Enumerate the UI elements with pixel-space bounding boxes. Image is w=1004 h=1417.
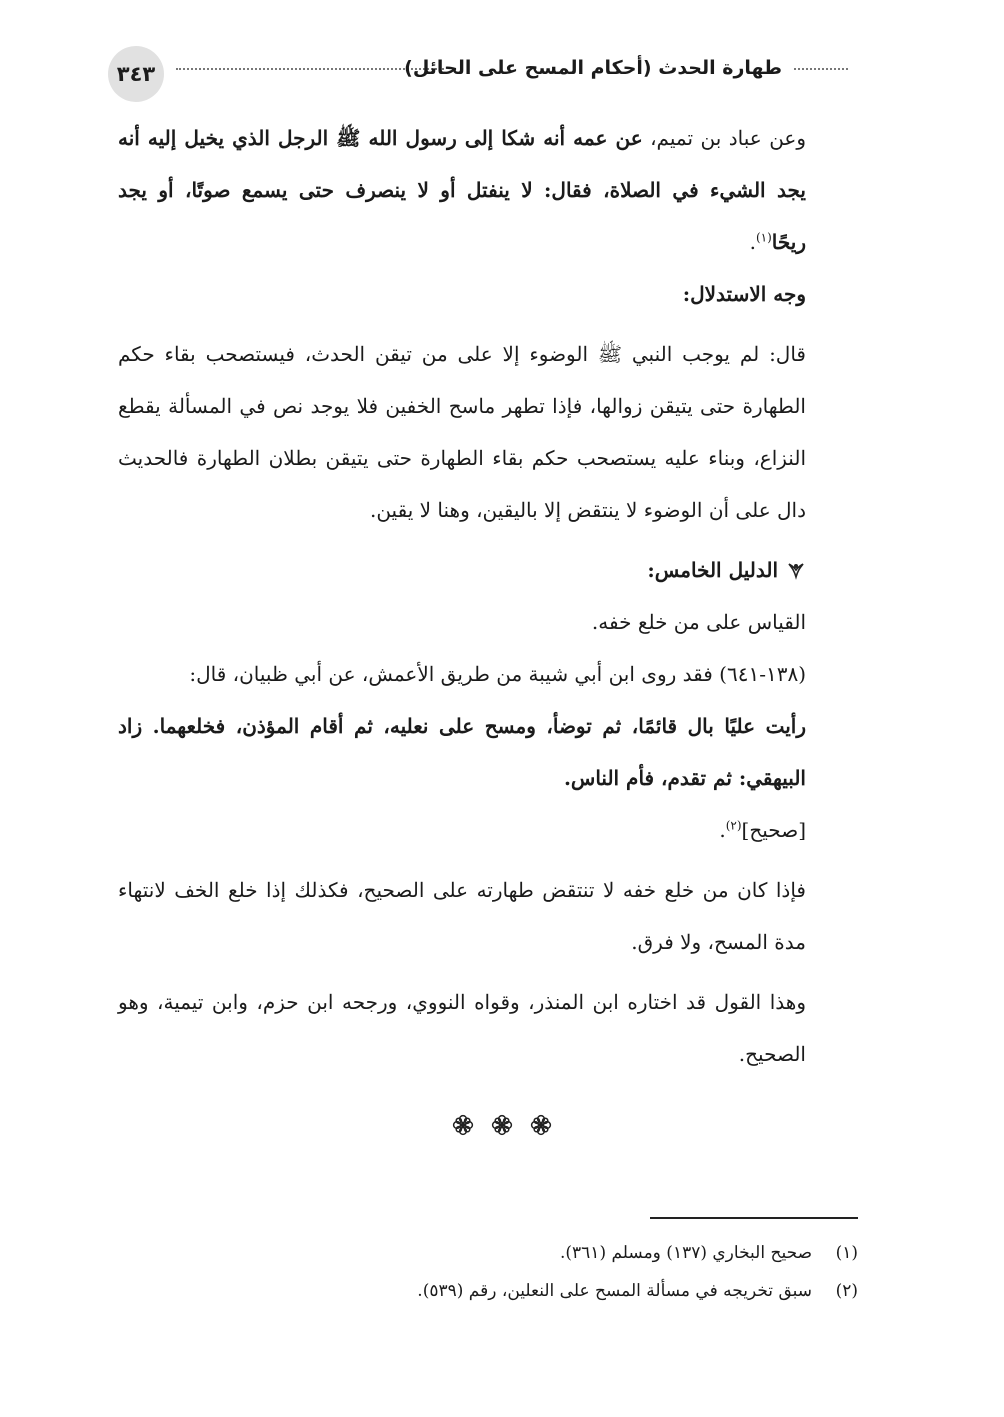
paragraph-inference: قال: لم يوجب النبي ﷺ الوضوء إلا على من تيقن الحدث، فيستصحب بقاء حكم الطهارة حتى يتيقن زوالها، فإذا تطهر ماسح الخفين فلا يوجد نص في المسألة يقطع النزاع، وبناء عليه يستصحب حكم بقاء الطهارة حتى يتيقن بطلان الطهارة فالحديث دال على أن الوضوء لا ينتقض إلا باليقين، وهنا لا يقين.: [118, 342, 806, 522]
footnote-1: [300, 1234, 858, 1272]
footnote-ref-1[interactable]: (١): [755, 230, 772, 245]
section-separator: [0, 1114, 1004, 1140]
asterism-flower-icon: [452, 1114, 474, 1136]
flower-bullet-icon: [786, 560, 806, 580]
paragraph-grading: [118, 804, 858, 856]
paragraph-analogy: القياس على من خلع خفه.: [591, 610, 806, 634]
grading-text: [صحيح]: [741, 818, 806, 842]
paragraph-narration: (١٣٨-٦٤١) فقد روى ابن أبي شيبة من طريق الأعمش، عن أبي ظبيان، قال:: [189, 662, 806, 686]
grading-end: .: [719, 818, 726, 842]
hadith-intro: وعن عباد بن تميم،: [642, 126, 807, 150]
asterism-flower-icon: [491, 1114, 513, 1136]
footnote-rule: [650, 1217, 858, 1219]
footnote-ref-2[interactable]: (٢): [725, 818, 742, 833]
footnote-number: (٢): [835, 1281, 858, 1301]
main-text: [118, 112, 858, 1080]
running-title: طهارة الحدث (أحكام المسح على الحائل): [404, 57, 782, 79]
page-header: [108, 46, 848, 102]
paragraph-conclusion: فإذا كان من خلع خفه لا تنتقض طهارته على الصحيح، فكذلك إذا خلع الخف لانتهاء مدة المسح، ولا فرق.: [118, 878, 806, 954]
hadith-text: عن عمه أنه شكا إلى رسول الله ﷺ الرجل الذي يخيل إليه أنه يجد الشيء في الصلاة، فقال: لا ينفتل أو لا ينصرف حتى يسمع صوتًا، أو يجد ريحًا: [118, 126, 806, 254]
footnote-text: صحيح البخاري (١٣٧) ومسلم (٣٦١).: [559, 1243, 812, 1263]
header-leader-dots-right: [794, 68, 848, 70]
heading-fifth-text: الدليل الخامس:: [647, 558, 778, 582]
page-number-badge: ٣٤٣: [108, 46, 164, 102]
footnotes: [300, 1234, 858, 1310]
sentence-end: .: [749, 230, 756, 254]
footnote-text: سبق تخريجه في مسألة المسح على النعلين، رقم (٥٣٩).: [417, 1281, 812, 1301]
footnote-number: (١): [835, 1243, 858, 1263]
paragraph-athar-ali: رأيت عليًا بال قائمًا، ثم توضأ، ومسح على نعليه، ثم أقام المؤذن، فخلعهما. زاد البيهقي: ثم تقدم، فأم الناس.: [118, 714, 806, 790]
paragraph-hadith-abbad: [118, 112, 858, 268]
heading-inference: وجه الاستدلال:: [682, 282, 806, 306]
footnote-2: [300, 1272, 858, 1310]
paragraph-scholars: وهذا القول قد اختاره ابن المنذر، وقواه النووي، ورجحه ابن حزم، وابن تيمية، وهو الصحيح.: [118, 990, 806, 1066]
asterism-flower-icon: [530, 1114, 552, 1136]
heading-fifth-evidence: [118, 544, 858, 596]
